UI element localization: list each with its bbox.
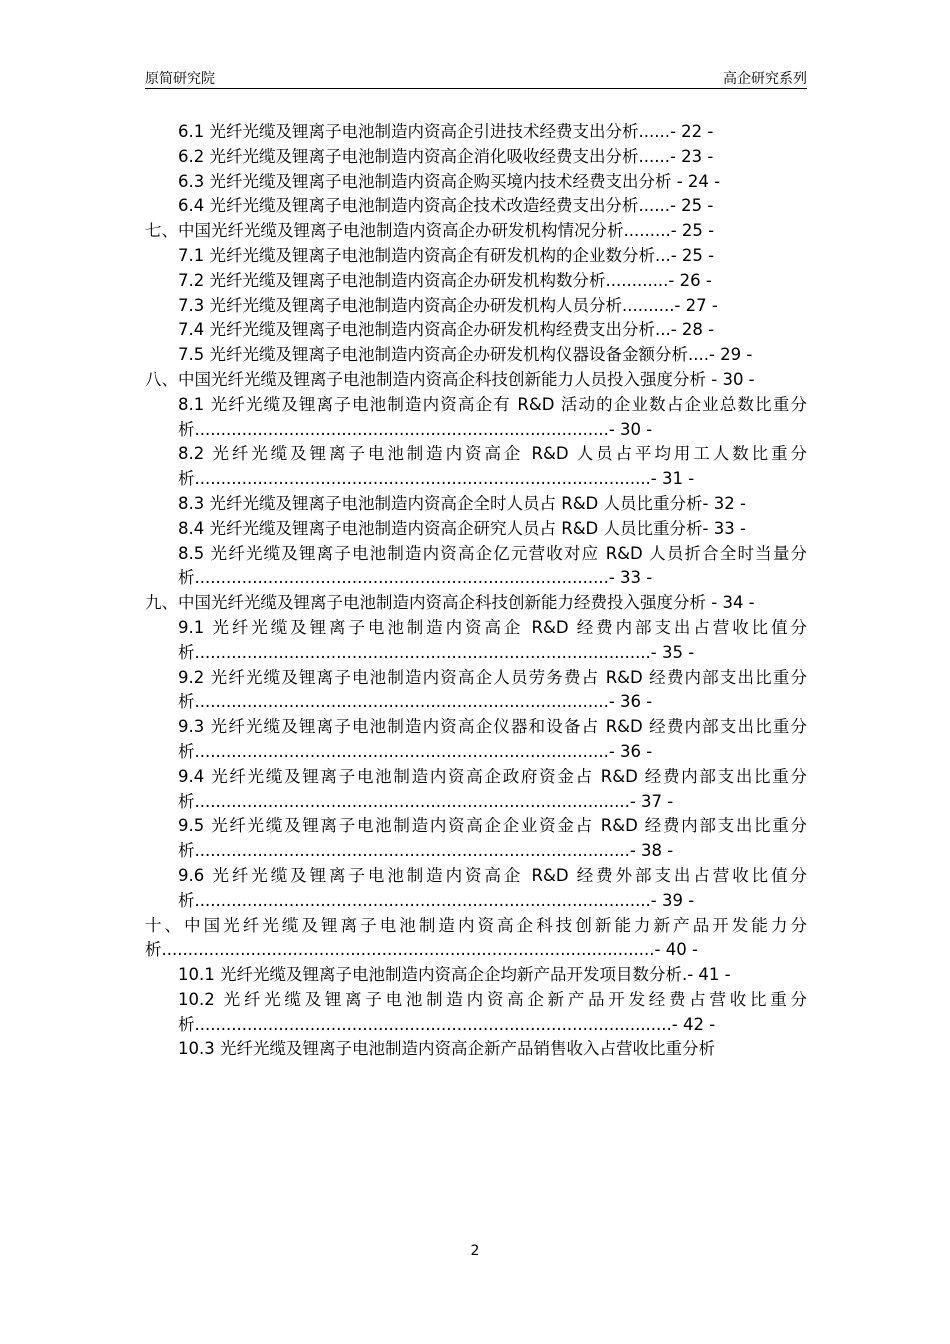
toc-entry[interactable]: 9.1 光纤光缆及锂离子电池制造内资高企 R&D 经费内部支出占营收比值分析.......................................................................................- 35 -: [178, 617, 807, 662]
toc-entry[interactable]: 7.3 光纤光缆及锂离子电池制造内资高企办研发机构人员分析..........- 27 -: [178, 295, 718, 315]
toc-entry[interactable]: 6.2 光纤光缆及锂离子电池制造内资高企消化吸收经费支出分析......- 23 -: [178, 146, 714, 166]
toc-entry[interactable]: 7.2 光纤光缆及锂离子电池制造内资高企办研发机构数分析............- 26 -: [178, 270, 712, 290]
toc-entry[interactable]: 9.5 光纤光缆及锂离子电池制造内资高企企业资金占 R&D 经费内部支出比重分析...................................................................................- 38 -: [178, 816, 807, 861]
toc-entry[interactable]: 10.1 光纤光缆及锂离子电池制造内资高企企均新产品开发项目数分析.- 41 -: [178, 965, 731, 985]
toc-entry[interactable]: 9.2 光纤光缆及锂离子电池制造内资高企人员劳务费占 R&D 经费内部支出比重分析...............................................................................- 36 -: [178, 667, 807, 712]
toc-entry[interactable]: 8.3 光纤光缆及锂离子电池制造内资高企全时人员占 R&D 人员比重分析- 32 -: [178, 493, 746, 513]
toc-entry[interactable]: 8.4 光纤光缆及锂离子电池制造内资高企研究人员占 R&D 人员比重分析- 33 -: [178, 518, 746, 538]
toc-entry[interactable]: 6.3 光纤光缆及锂离子电池制造内资高企购买境内技术经费支出分析 - 24 -: [178, 171, 721, 191]
toc-chapter-entry[interactable]: 八、中国光纤光缆及锂离子电池制造内资高企科技创新能力人员投入强度分析 - 30 -: [145, 369, 755, 389]
toc-entry[interactable]: 9.4 光纤光缆及锂离子电池制造内资高企政府资金占 R&D 经费内部支出比重分析...................................................................................- 37 -: [178, 766, 807, 811]
toc-entry[interactable]: 8.1 光纤光缆及锂离子电池制造内资高企有 R&D 活动的企业数占企业总数比重分析...............................................................................- 30 -: [178, 394, 807, 439]
toc-entry[interactable]: 8.2 光纤光缆及锂离子电池制造内资高企 R&D 人员占平均用工人数比重分析.......................................................................................- 31 -: [178, 444, 807, 489]
header-left-text: 原简研究院: [145, 71, 215, 87]
toc-entry[interactable]: 8.5 光纤光缆及锂离子电池制造内资高企亿元营收对应 R&D 人员折合全时当量分析...............................................................................- 33 -: [178, 543, 807, 588]
toc-entry[interactable]: 6.1 光纤光缆及锂离子电池制造内资高企引进技术经费支出分析......- 22 -: [178, 122, 714, 141]
toc-entry[interactable]: 7.5 光纤光缆及锂离子电池制造内资高企办研发机构仪器设备金额分析....- 29 -: [178, 345, 753, 365]
table-of-contents: [145, 120, 807, 1062]
toc-entry[interactable]: 6.4 光纤光缆及锂离子电池制造内资高企技术改造经费支出分析......- 25 -: [178, 196, 714, 216]
toc-entry[interactable]: 10.2 光纤光缆及锂离子电池制造内资高企新产品开发经费占营收比重分析...........................................................................................- 42 -: [178, 989, 807, 1034]
toc-entry[interactable]: 9.6 光纤光缆及锂离子电池制造内资高企 R&D 经费外部支出占营收比值分析.......................................................................................- 39 -: [178, 865, 807, 910]
toc-chapter-entry[interactable]: 十、中国光纤光缆及锂离子电池制造内资高企科技创新能力新产品开发能力分析..............................................................................................- 40 -: [145, 915, 807, 960]
page-number: 2: [470, 1243, 480, 1259]
toc-chapter-entry[interactable]: 七、中国光纤光缆及锂离子电池制造内资高企办研发机构情况分析.........- 25 -: [145, 221, 715, 241]
header-right-text: 高企研究系列: [723, 71, 807, 87]
toc-entry[interactable]: 7.4 光纤光缆及锂离子电池制造内资高企办研发机构经费支出分析...- 28 -: [178, 320, 715, 340]
page-header: [145, 66, 807, 89]
toc-chapter-entry[interactable]: 九、中国光纤光缆及锂离子电池制造内资高企科技创新能力经费投入强度分析 - 34 -: [145, 593, 755, 613]
toc-entry[interactable]: 10.3 光纤光缆及锂离子电池制造内资高企新产品销售收入占营收比重分析: [178, 1039, 715, 1059]
toc-entry[interactable]: 9.3 光纤光缆及锂离子电池制造内资高企仪器和设备占 R&D 经费内部支出比重分析...............................................................................- 36 -: [178, 717, 807, 761]
toc-entry[interactable]: 7.1 光纤光缆及锂离子电池制造内资高企有研发机构的企业数分析...- 25 -: [178, 245, 715, 265]
